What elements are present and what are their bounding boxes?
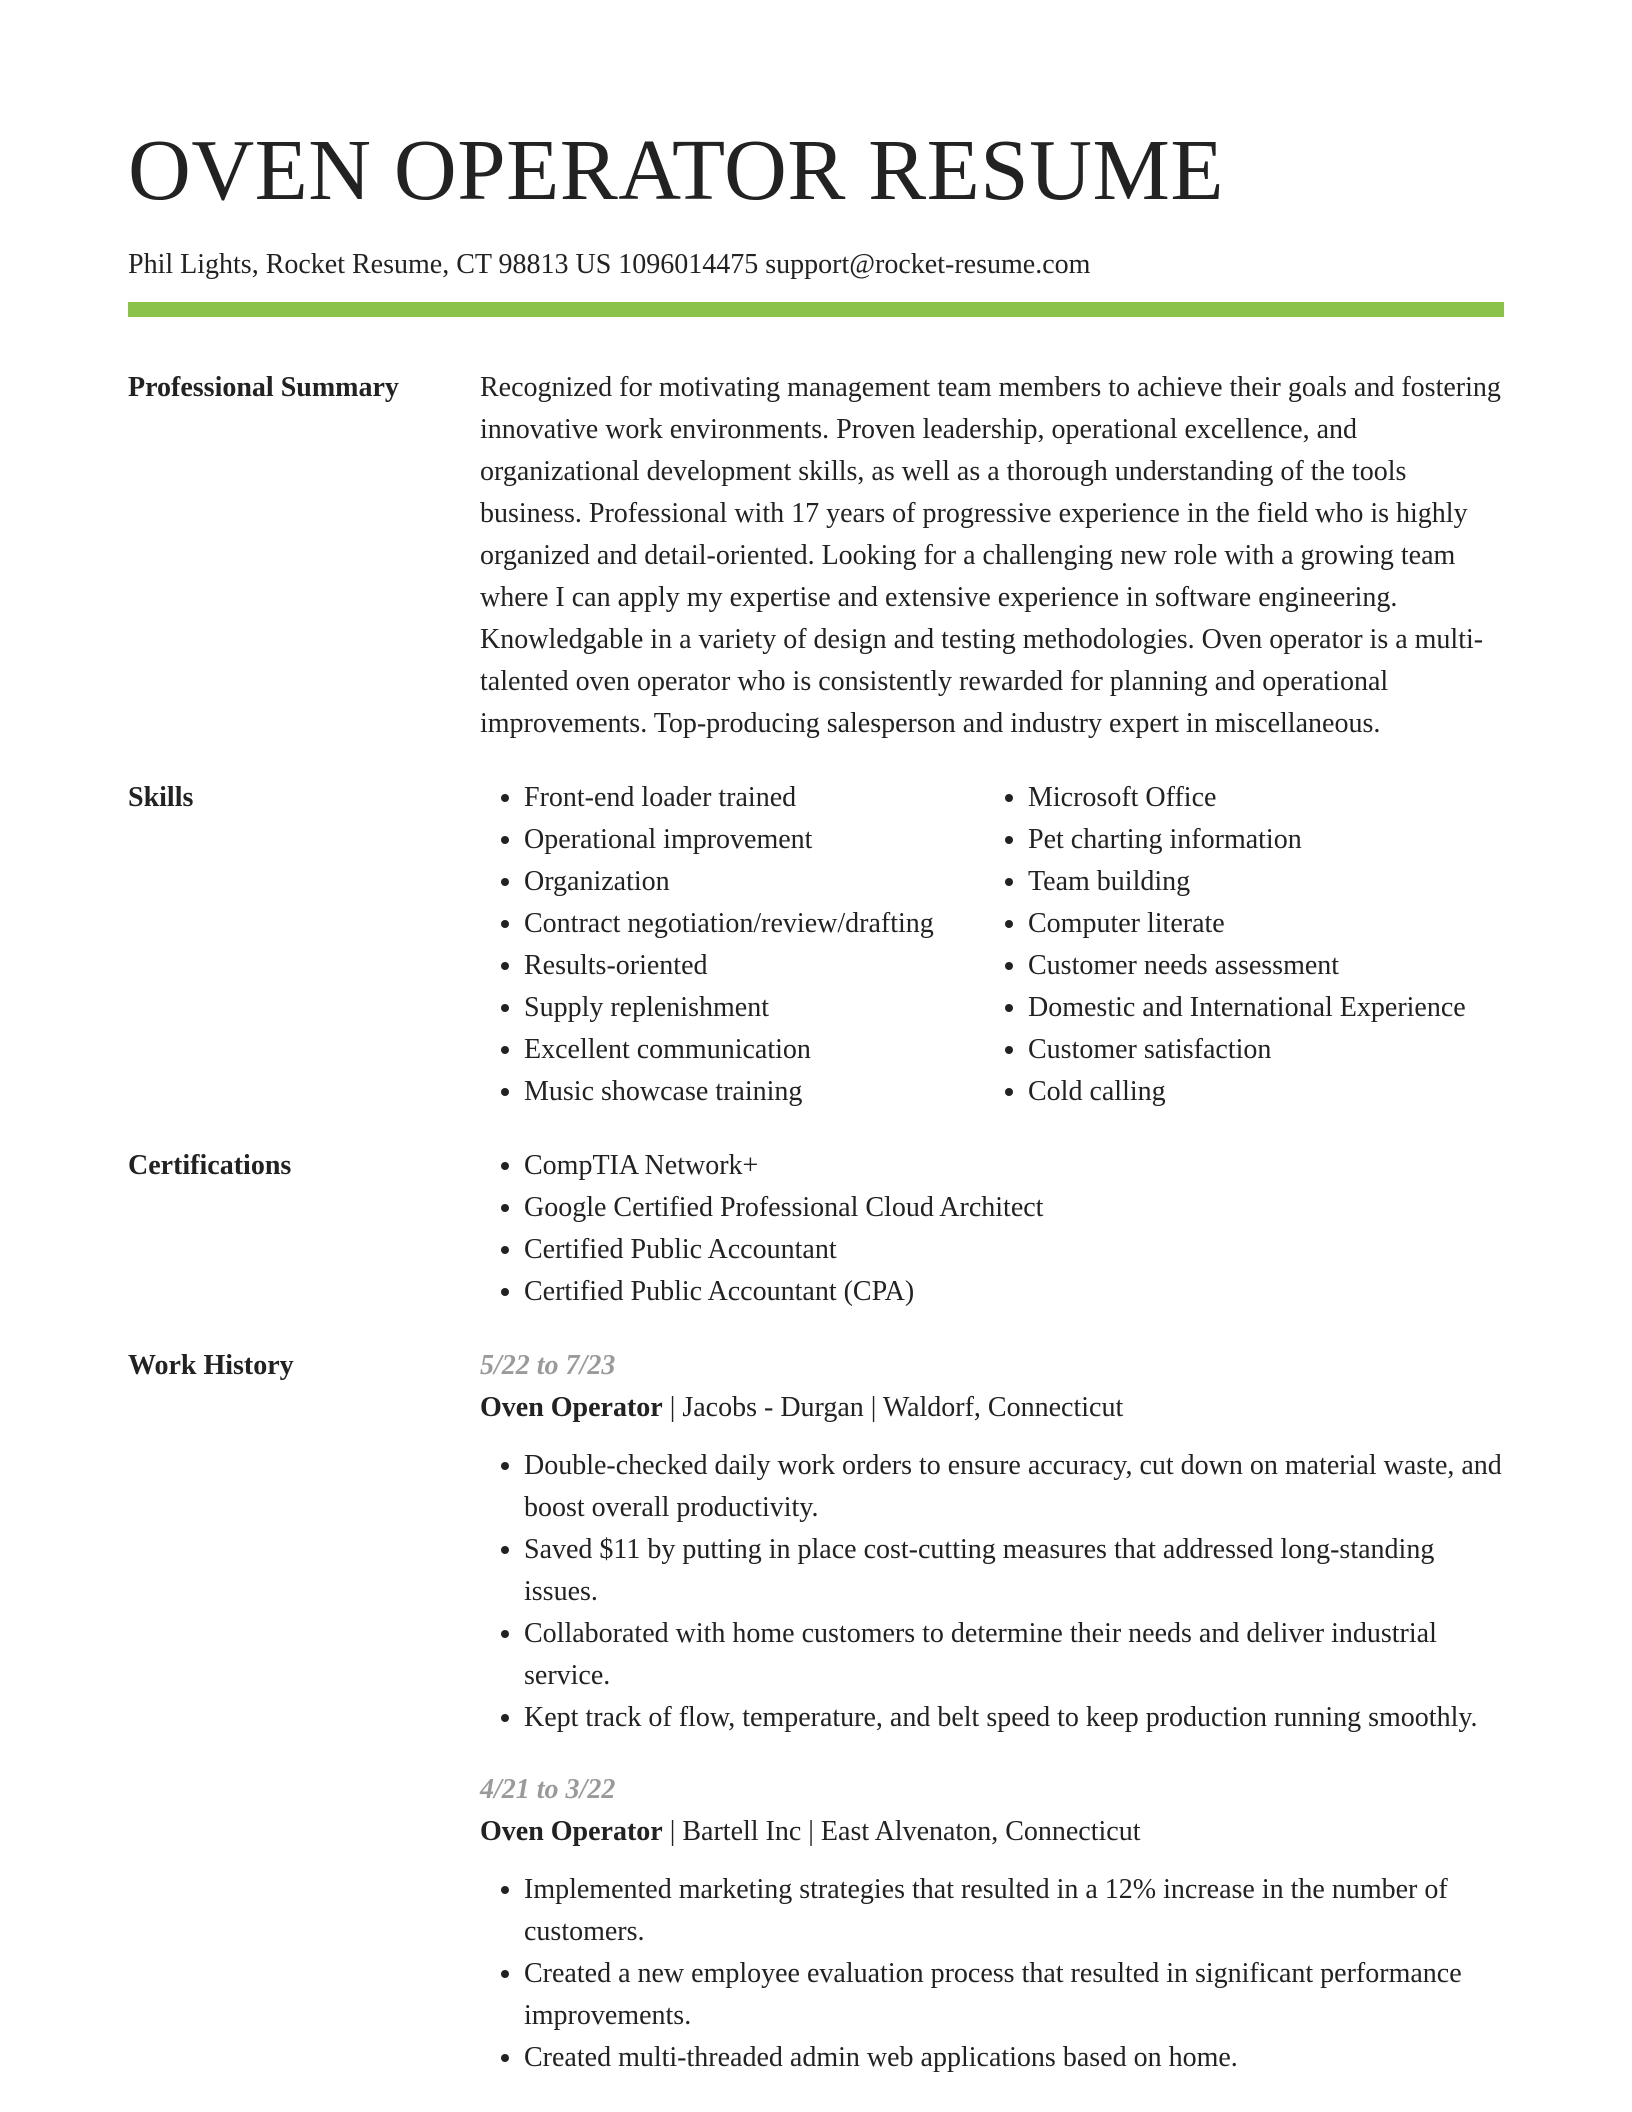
certifications-label: Certifications xyxy=(128,1150,292,1181)
job-details: | Jacobs - Durgan | Waldorf, Connecticut xyxy=(662,1392,1124,1423)
job-heading xyxy=(480,1811,1504,1853)
accent-divider xyxy=(128,302,1504,317)
contact-line: Phil Lights, Rocket Resume, CT 98813 US 1096014475 support@rocket-resume.com xyxy=(128,249,1091,280)
job-bullets xyxy=(480,1445,1504,1739)
list-item: • Computer literate xyxy=(1028,903,1504,945)
list-item: • Music showcase training xyxy=(524,1071,984,1113)
summary-text: Recognized for motivating management team members to achieve their goals and fostering innovative work environments. Proven leadership, operational excellence, and organizational development skills, as well as a thorough understanding of the tools business. Professional with 17 years of progressive experience in the field who is highly organized and detail-oriented. Looking for a challenging new role with a growing team where I can apply my expertise and extensive experience in software engineering. Knowledgable in a variety of design and testing methodologies. Oven operator is a multi-talented oven operator who is consistently rewarded for planning and operational improvements. Top-producing salesperson and industry expert in miscellaneous. xyxy=(480,372,1501,739)
summary-label: Professional Summary xyxy=(128,372,399,403)
certifications-section xyxy=(128,1145,1504,1313)
list-item: • Operational improvement xyxy=(524,819,984,861)
job-dates: 5/22 to 7/23 xyxy=(480,1350,616,1381)
certifications-list xyxy=(480,1145,1504,1313)
list-item: • Front-end loader trained xyxy=(524,777,984,819)
job-details: | Bartell Inc | East Alvenaton, Connecticut xyxy=(662,1816,1141,1847)
work-history-section xyxy=(128,1345,1504,2079)
list-item: • Contract negotiation/review/drafting xyxy=(524,903,984,945)
list-item: • Pet charting information xyxy=(1028,819,1504,861)
job-entry xyxy=(480,1345,1504,1739)
list-item: • Results-oriented xyxy=(524,945,984,987)
list-item: • Customer needs assessment xyxy=(1028,945,1504,987)
list-item: • CompTIA Network+ xyxy=(524,1145,1504,1187)
list-item: • Google Certified Professional Cloud Architect xyxy=(524,1187,1504,1229)
list-item: • Implemented marketing strategies that resulted in a 12% increase in the number of customers. xyxy=(524,1869,1504,1953)
list-item: • Domestic and International Experience xyxy=(1028,987,1504,1029)
page-title: OVEN OPERATOR RESUME xyxy=(128,121,1225,218)
work-history-label: Work History xyxy=(128,1350,294,1381)
list-item: • Created multi-threaded admin web applications based on home. xyxy=(524,2037,1504,2079)
list-item: • Team building xyxy=(1028,861,1504,903)
list-item: • Collaborated with home customers to determine their needs and deliver industrial service. xyxy=(524,1613,1504,1697)
skills-section xyxy=(128,777,1504,1113)
skills-list-right xyxy=(984,777,1504,1113)
skills-label: Skills xyxy=(128,782,194,813)
skills-list-left xyxy=(480,777,984,1113)
list-item: • Customer satisfaction xyxy=(1028,1029,1504,1071)
list-item: • Created a new employee evaluation process that resulted in significant performance improvements. xyxy=(524,1953,1504,2037)
job-title: Oven Operator xyxy=(480,1392,663,1423)
job-bullets xyxy=(480,1869,1504,2079)
list-item: • Certified Public Accountant (CPA) xyxy=(524,1271,1504,1313)
job-title: Oven Operator xyxy=(480,1816,663,1847)
list-item: • Microsoft Office xyxy=(1028,777,1504,819)
list-item: • Kept track of flow, temperature, and belt speed to keep production running smoothly. xyxy=(524,1697,1504,1739)
job-heading xyxy=(480,1387,1504,1429)
summary-section xyxy=(128,367,1504,745)
job-entry xyxy=(480,1769,1504,2079)
job-dates: 4/21 to 3/22 xyxy=(480,1774,616,1805)
list-item: • Organization xyxy=(524,861,984,903)
list-item: • Double-checked daily work orders to ensure accuracy, cut down on material waste, and boost overall productivity. xyxy=(524,1445,1504,1529)
list-item: • Saved $11 by putting in place cost-cutting measures that addressed long-standing issues. xyxy=(524,1529,1504,1613)
list-item: • Excellent communication xyxy=(524,1029,984,1071)
list-item: • Supply replenishment xyxy=(524,987,984,1029)
list-item: • Certified Public Accountant xyxy=(524,1229,1504,1271)
list-item: • Cold calling xyxy=(1028,1071,1504,1113)
